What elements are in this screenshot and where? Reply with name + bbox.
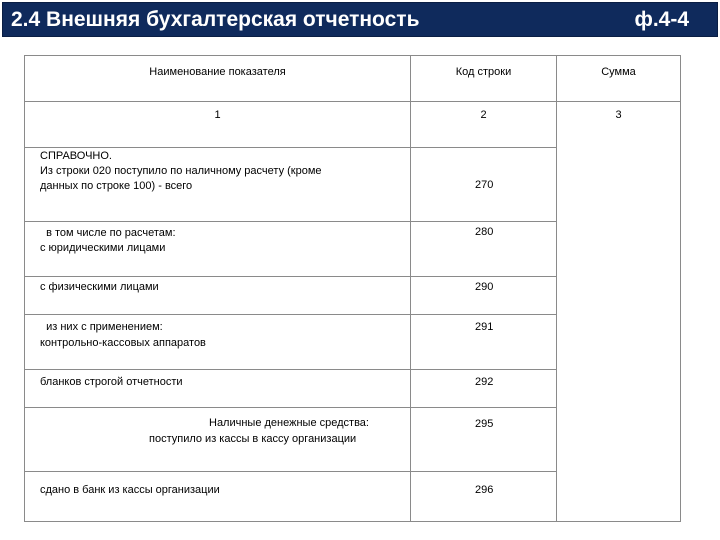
column-header-name: Наименование показателя bbox=[149, 66, 286, 78]
row-divider bbox=[25, 55, 680, 56]
row-code: 280 bbox=[475, 226, 494, 238]
report-table bbox=[24, 55, 681, 522]
column-number: 3 bbox=[615, 109, 622, 121]
row-label-line: с физическими лицами bbox=[40, 281, 159, 293]
column-divider bbox=[410, 55, 411, 521]
row-divider bbox=[25, 276, 556, 277]
row-divider bbox=[25, 101, 680, 102]
row-label-line: в том числе по расчетам: bbox=[40, 227, 176, 239]
row-code: 296 bbox=[475, 484, 494, 496]
row-divider bbox=[25, 314, 556, 315]
form-code: ф.4-4 bbox=[634, 8, 689, 31]
row-label-line: с юридическими лицами bbox=[40, 242, 166, 254]
row-label-line: контрольно-кассовых аппаратов bbox=[40, 337, 206, 349]
row-label-line: поступило из кассы в кассу организации bbox=[149, 433, 357, 445]
row-label-line: бланков строгой отчетности bbox=[40, 376, 183, 388]
row-code: 270 bbox=[475, 179, 494, 191]
column-header-sum: Сумма bbox=[601, 66, 636, 78]
row-code: 290 bbox=[475, 281, 494, 293]
title-bar bbox=[2, 2, 718, 37]
row-code: 291 bbox=[475, 321, 494, 333]
row-divider bbox=[25, 221, 556, 222]
column-divider bbox=[556, 55, 557, 521]
page-title: 2.4 Внешняя бухгалтерская отчетность bbox=[11, 8, 420, 31]
column-number: 2 bbox=[480, 109, 487, 121]
row-label-line: данных по строке 100) - всего bbox=[40, 180, 193, 192]
row-code: 295 bbox=[475, 418, 494, 430]
row-label-line: Из строки 020 поступило по наличному расчету (кроме bbox=[40, 165, 322, 177]
row-divider bbox=[25, 407, 556, 408]
row-divider bbox=[25, 471, 556, 472]
row-label-line: Наличные денежные средства: bbox=[209, 417, 369, 429]
row-label-line: сдано в банк из кассы организации bbox=[40, 484, 220, 496]
column-header-code: Код строки bbox=[455, 66, 512, 78]
column-number: 1 bbox=[214, 109, 221, 121]
row-divider bbox=[25, 369, 556, 370]
row-code: 292 bbox=[475, 376, 494, 388]
row-label-line: СПРАВОЧНО. bbox=[40, 150, 112, 162]
row-label-line: из них с применением: bbox=[40, 321, 163, 333]
